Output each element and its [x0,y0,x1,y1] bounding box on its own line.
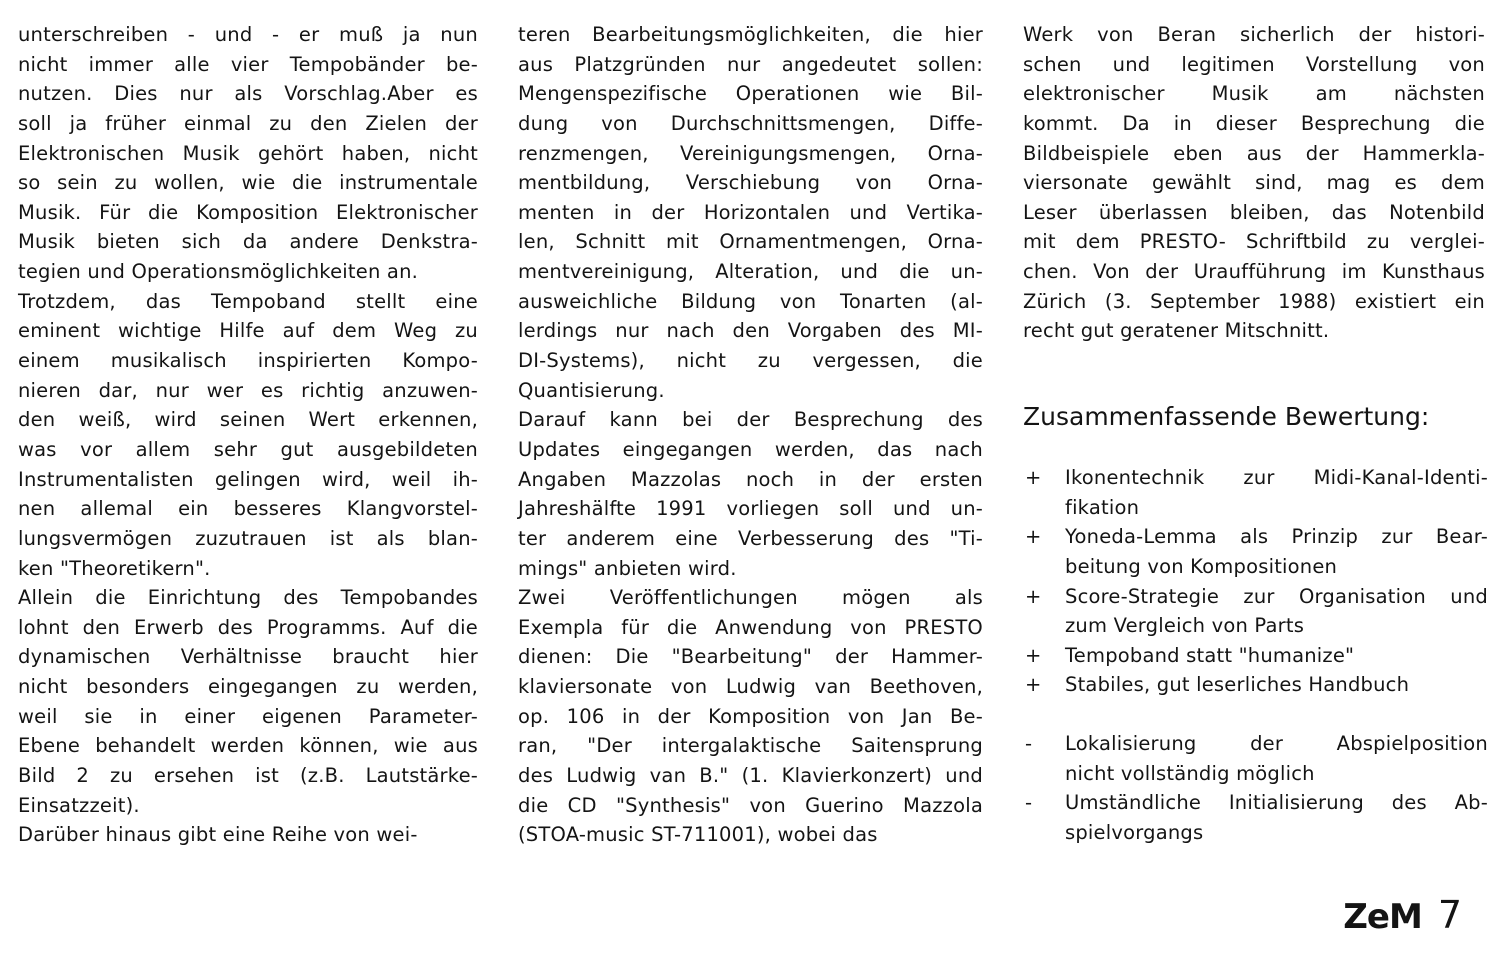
text-line: recht gut geratener Mitschnitt. [1023,319,1330,343]
text-column-2 [518,20,983,850]
pros-list [1023,463,1488,700]
bullet-marker: + [1025,525,1042,549]
list-item-text: nicht vollständig möglich [1065,761,1315,785]
text-line: nutzen. Dies nur als Vorschlag.Aber es [18,82,478,106]
list-item-text: spielvorgangs [1065,820,1204,844]
list-item [1023,522,1488,581]
text-line: dung von Durchschnittsmengen, Diffe- [518,111,983,135]
text-line: Darauf kann bei der Besprechung des [518,408,983,432]
list-item [1023,641,1488,671]
page-footer [1343,893,1462,937]
text-line: was vor allem sehr gut ausgebildeten [18,437,478,461]
text-line: op. 106 in der Komposition von Jan Be- [518,704,983,728]
text-column-3 [1023,20,1485,346]
bullet-marker: - [1025,732,1033,755]
text-line: len, Schnitt mit Ornamentmengen, Orna- [518,230,983,254]
list-item-text: Lokalisierung der Abspielposition [1065,732,1488,755]
text-line: renzmengen, Vereinigungsmengen, Orna- [518,141,983,165]
text-line: chen. Von der Uraufführung im Kunsthaus [1023,260,1485,284]
text-line: Zürich (3. September 1988) existiert ein [1023,289,1485,313]
text-line: Einsatzzeit). [18,793,140,817]
summary-heading: Zusammenfassende Bewertung: [1023,402,1430,431]
text-line: dynamischen Verhältnisse braucht hier [18,645,478,669]
bullet-marker: + [1025,466,1042,489]
text-line: schen und legitimen Vorstellung von [1023,52,1485,76]
list-item-text: Score-Strategie zur Organisation und [1065,584,1488,608]
text-line: Darüber hinaus gibt eine Reihe von wei- [18,823,418,847]
text-line: mentbildung, Verschiebung von Orna- [518,171,983,195]
bullet-marker: + [1025,643,1042,667]
text-line: nicht besonders eingegangen zu werden, [18,675,478,699]
text-line: Jahreshälfte 1991 vorliegen soll und un- [518,497,983,521]
list-item-text: Yoneda-Lemma als Prinzip zur Bear- [1065,525,1488,549]
text-line: teren Bearbeitungsmöglichkeiten, die hier [518,23,983,46]
bullet-marker: + [1025,673,1042,697]
text-line: nieren dar, nur wer es richtig anzuwen- [18,378,478,402]
text-line: den weiß, wird seinen Wert erkennen, [18,408,478,432]
text-line: Musik bieten sich da andere Denkstra- [18,230,478,254]
text-line: Werk von Beran sicherlich der histori- [1023,23,1485,46]
text-line: lerdings nur nach den Vorgaben des MI- [518,319,983,343]
text-line: kommt. Da in dieser Besprechung die [1023,111,1485,135]
text-line: Ebene behandelt werden können, wie aus [18,734,478,758]
text-line: menten in der Horizontalen und Vertika- [518,200,983,224]
text-line: ter anderem eine Verbesserung des "Ti- [518,526,983,550]
text-line: Elektronischen Musik gehört haben, nicht [18,141,478,165]
page-number: 7 [1437,893,1462,937]
list-item-text: zum Vergleich von Parts [1065,614,1305,638]
text-line: Angaben Mazzolas noch in der ersten [518,467,983,491]
text-line: viersonate gewählt sind, mag es dem [1023,171,1485,195]
text-line: dienen: Die "Bearbeitung" der Hammer- [518,645,983,669]
text-line: Instrumentalisten gelingen wird, weil ih- [18,467,478,491]
list-item-text: fikation [1065,495,1140,519]
text-line: nen allemal ein besseres Klangvorstel- [18,497,478,521]
text-line: ausweichliche Bildung von Tonarten (al- [518,289,983,313]
publication-logo: ZeM [1343,897,1422,937]
list-item [1023,729,1488,788]
list-item-text: Tempoband statt "humanize" [1065,643,1355,667]
text-line: aus Platzgründen nur angedeutet sollen: [518,52,983,76]
text-line: Leser überlassen bleiben, das Notenbild [1023,200,1485,224]
text-line: des Ludwig van B." (1. Klavierkonzert) und [518,764,983,788]
text-line: Trotzdem, das Tempoband stellt eine [18,289,478,313]
text-line: Mengenspezifische Operationen wie Bil- [518,82,983,106]
list-item-text: Umständliche Initialisierung des Ab- [1065,791,1488,815]
text-line: (STOA-music ST-711001), wobei das [518,823,878,847]
list-item [1023,463,1488,522]
text-line: weil sie in einer eigenen Parameter- [18,704,478,728]
text-line: ran, "Der intergalaktische Saitensprung [518,734,983,758]
text-column-1 [18,20,478,850]
text-line: Exempla für die Anwendung von PRESTO [518,615,983,639]
cons-list [1023,729,1488,848]
text-line: lungsvermögen zuzutrauen ist als blan- [18,526,478,550]
list-item [1023,582,1488,641]
text-line: so sein zu wollen, wie die instrumentale [18,171,478,195]
text-line: unterschreiben - und - er muß ja nun [18,23,478,46]
text-line: nicht immer alle vier Tempobänder be- [18,52,478,76]
text-line: eminent wichtige Hilfe auf dem Weg zu [18,319,478,343]
bullet-marker: + [1025,584,1042,608]
text-line: Zwei Veröffentlichungen mögen als [518,586,983,610]
text-line: einem musikalisch inspirierten Kompo- [18,349,478,373]
bullet-marker: - [1025,791,1033,815]
text-line: tegien und Operationsmöglichkeiten an. [18,260,419,284]
list-item [1023,670,1488,700]
text-line: soll ja früher einmal zu den Zielen der [18,111,478,135]
text-line: Allein die Einrichtung des Tempobandes [18,586,478,610]
text-line: Musik. Für die Komposition Elektronischer [18,200,478,224]
text-line: die CD "Synthesis" von Guerino Mazzola [518,793,983,817]
text-line: elektronischer Musik am nächsten [1023,82,1485,106]
text-line: Updates eingegangen werden, das nach [518,437,983,461]
text-line: ken "Theoretikern". [18,556,211,580]
text-line: mings" anbieten wird. [518,556,737,580]
list-item-text: Ikonentechnik zur Midi-Kanal-Identi- [1065,466,1488,489]
text-line: Bild 2 zu ersehen ist (z.B. Lautstärke- [18,764,478,788]
list-item [1023,788,1488,847]
text-line: DI-Systems), nicht zu vergessen, die [518,349,983,373]
text-line: mit dem PRESTO- Schriftbild zu verglei- [1023,230,1485,254]
text-line: mentvereinigung, Alteration, und die un- [518,260,983,284]
text-line: Bildbeispiele eben aus der Hammerkla- [1023,141,1485,165]
text-line: lohnt den Erwerb des Programms. Auf die [18,615,478,639]
text-line: Quantisierung. [518,378,665,402]
list-item-text: beitung von Kompositionen [1065,554,1338,578]
text-line: klaviersonate von Ludwig van Beethoven, [518,675,983,699]
list-item-text: Stabiles, gut leserliches Handbuch [1065,673,1410,697]
